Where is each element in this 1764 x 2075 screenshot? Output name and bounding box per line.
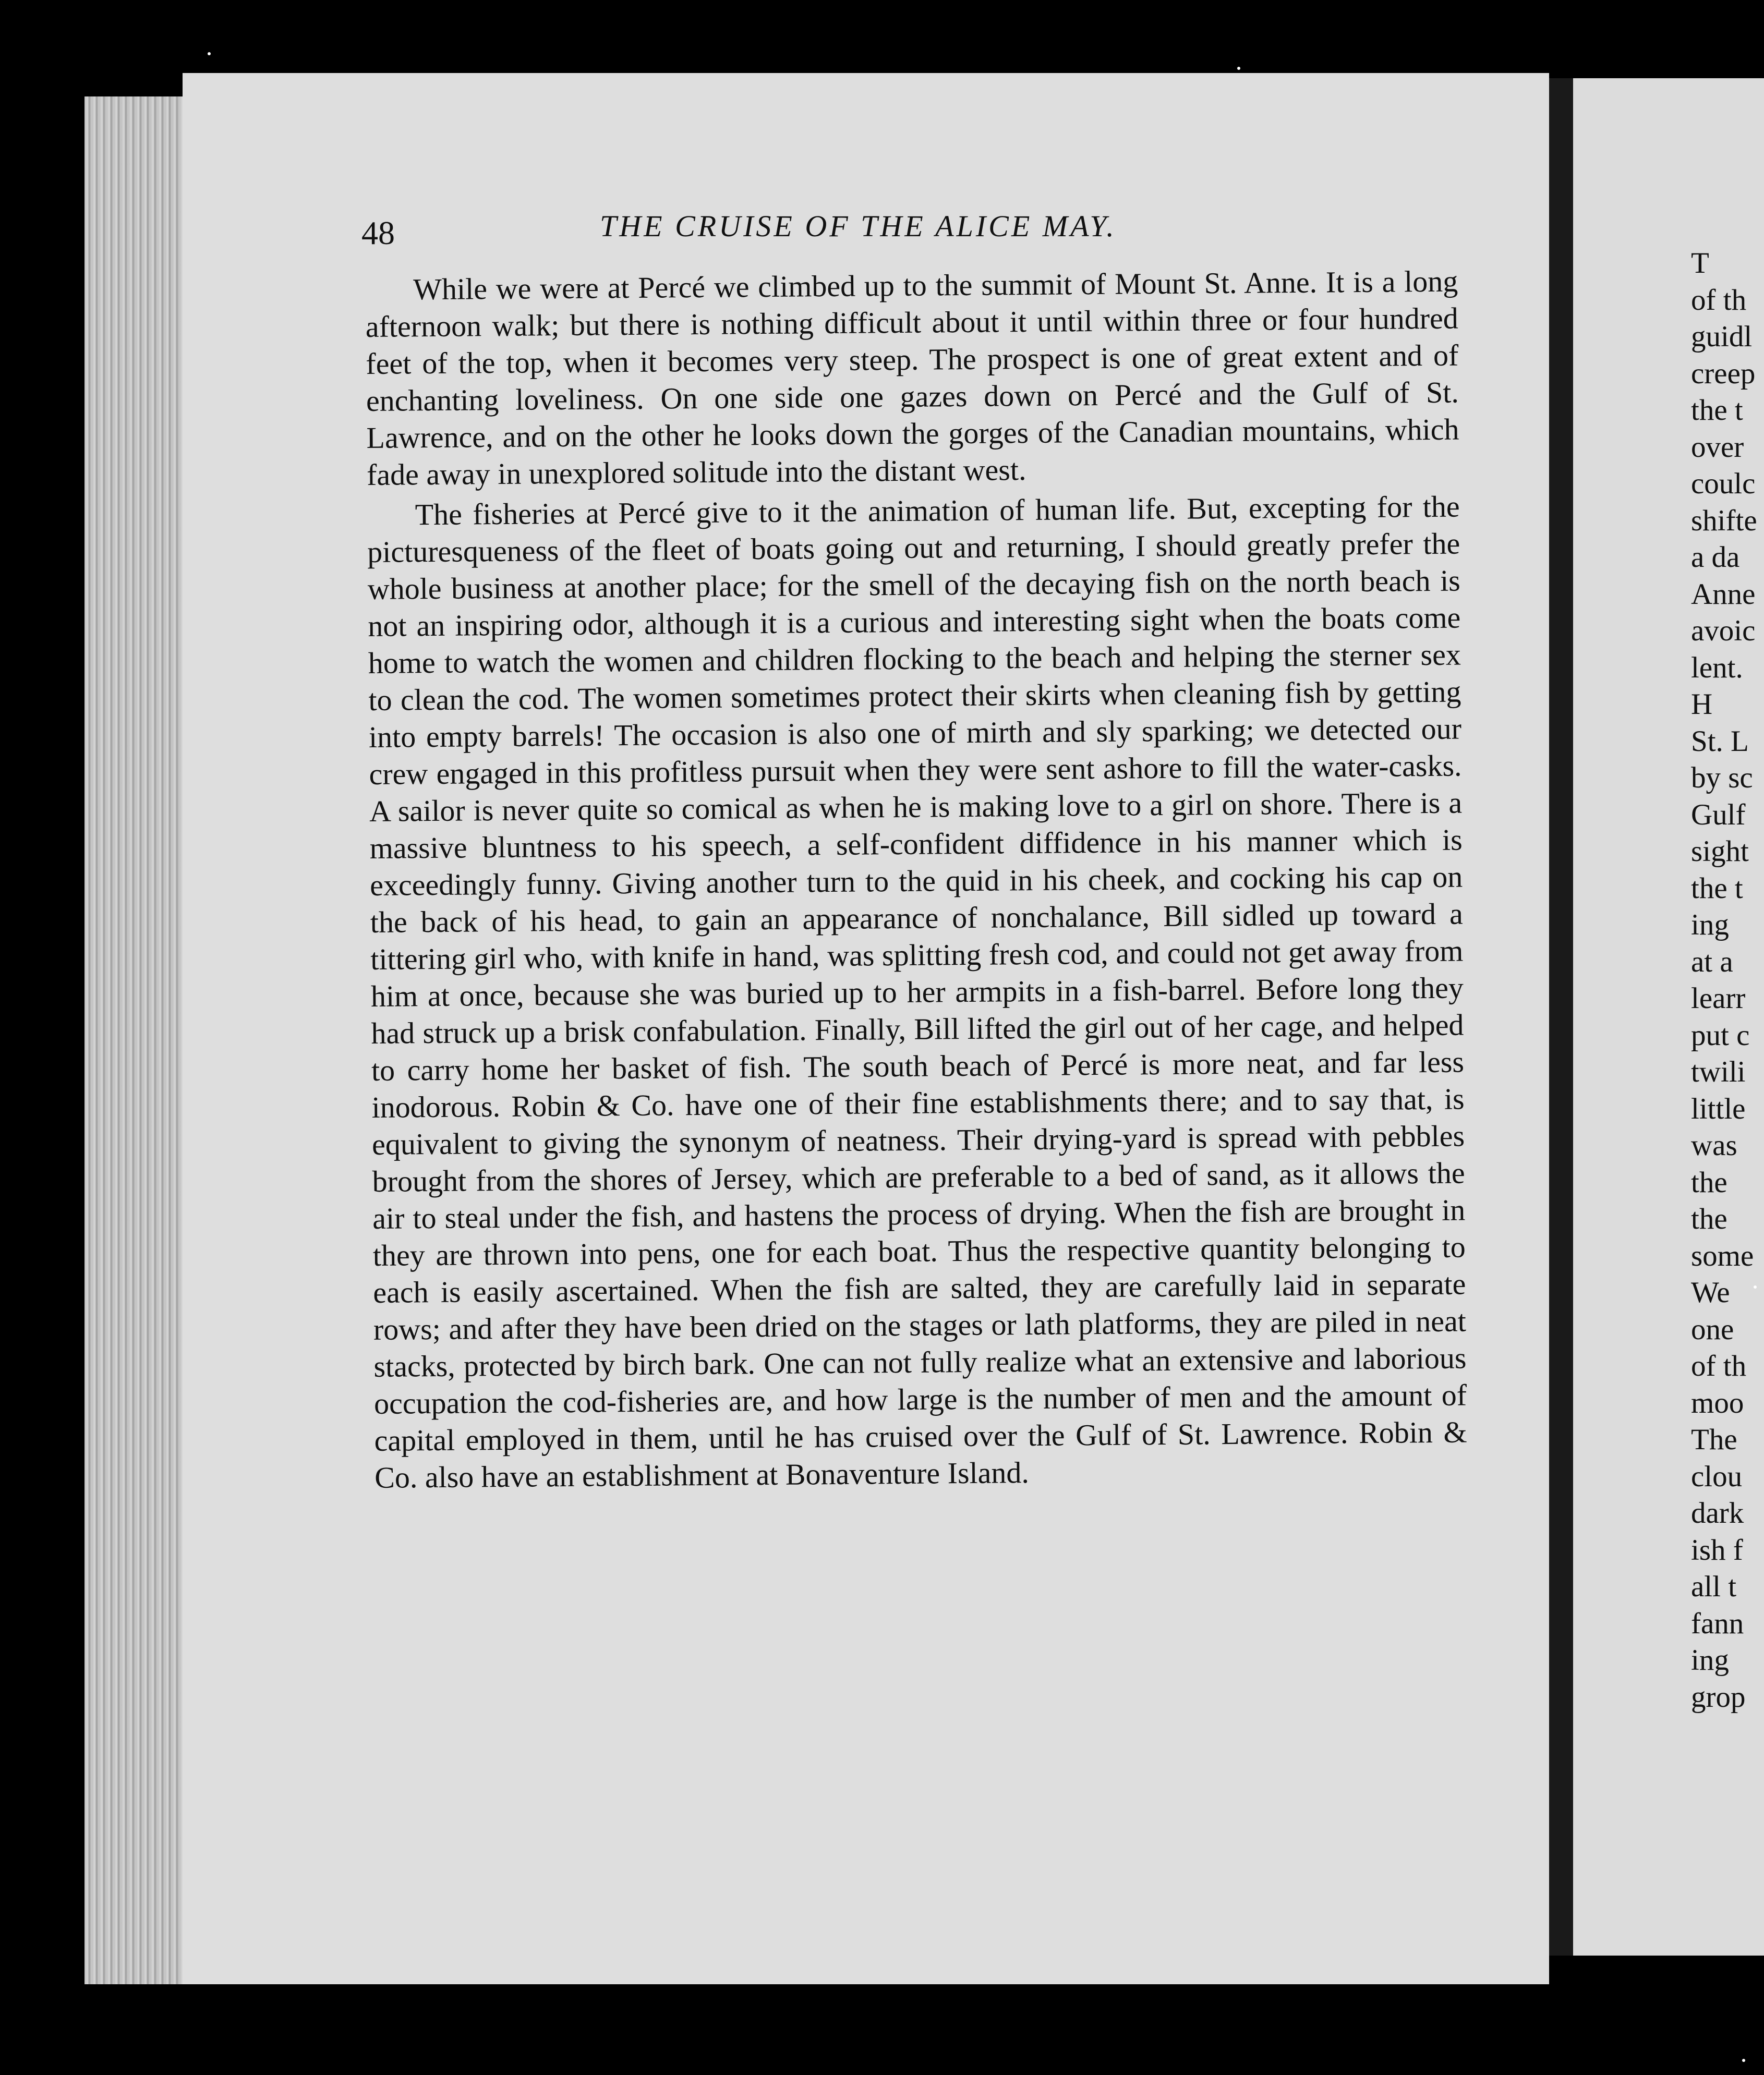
paragraph-2: The fisheries at Percé give to it the animation of human life. But, excepting for the picturesqueness of the fleet of boats going out and returning, I should greatly prefer the whole business at another place; for the smell of the decaying fish on the north beach is not an inspiring odor, although it is a curious and interesting sight when the boats come home to watch the women and children flocking to the beach and helping the sterner sex to clean the cod. The women sometimes protect their skirts when cleaning fish by getting into empty barrels! The occasion is also one of mirth and sly sparking; we detected our crew engaged in this profitless pursuit when they were sent ashore to fill the water-casks. A sailor is never quite so comical as when he is making love to a girl on shore. There is a massive bluntness to his speech, a self-confident diffidence in his manner which is exceedingly funny. Giving another turn to the quid in his cheek, and cocking his cap on the back of his head, to gain an appearance of nonchalance, Bill sidled up toward a tittering girl who, with knife in hand, was splitting fresh cod, and could not get away from him at once, because she was buried up to her armpits in a fish-barrel. Before long they had struck up a brisk confabulation. Finally, Bill lifted the girl out of her cage, and helped to carry home her basket of fish. The south beach of Percé is more neat, and far less inodorous. Robin & Co. have one of their fine establishments there; and to say that, is equivalent to giving the synonym of neatness. Their drying-yard is spread with pebbles brought from the shores of Jersey, which are preferable to a bed of sand, as it allows the air to steal under the fish, and hastens the process of drying. When the fish are brought in they are thrown into pens, one for each boat. Thus the respective quantity belonging to each is easily ascertained. When the fish are salted, they are carefully laid in separate rows; and after they have been dried on the stages or lath platforms, they are piled in neat stacks, protected by birch bark. One can not fully realize what an extensive and laborious occupation the cod-fisheries are, and how large is the number of men and the amount of capital employed in them, until he has cruised over the Gulf of St. Lawrence. Robin & Co. also have an establishment at Bonaventure Island. <box>367 489 1467 1495</box>
facing-page-line: ing <box>1691 908 1729 941</box>
facing-page-line: the t <box>1691 871 1743 905</box>
facing-page-line: all t <box>1691 1570 1737 1603</box>
facing-page-line: by sc <box>1691 761 1753 794</box>
facing-page-line: was <box>1691 1129 1737 1162</box>
facing-page-line: grop <box>1691 1680 1746 1714</box>
facing-page-line: the <box>1691 1203 1727 1235</box>
facing-page-line: T <box>1691 247 1709 280</box>
facing-page-line: Anne <box>1691 577 1756 611</box>
scan-speck <box>1742 2059 1745 2062</box>
body-text <box>365 263 1467 1496</box>
book-gutter <box>1549 78 1573 1956</box>
facing-page-line: the <box>1691 1166 1727 1199</box>
running-head: THE CRUISE OF THE ALICE MAY. <box>600 209 1117 243</box>
facing-page-line: The <box>1691 1423 1737 1456</box>
facing-page-line: a da <box>1691 541 1740 574</box>
facing-page-line: avoic <box>1691 614 1756 647</box>
facing-page-line: ish f <box>1691 1533 1743 1567</box>
facing-page-line: the t <box>1691 394 1743 427</box>
facing-page-line: coulc <box>1691 467 1756 500</box>
facing-page-line: put c <box>1691 1018 1750 1052</box>
facing-page-line: sight <box>1691 835 1749 868</box>
facing-page-line: one <box>1691 1313 1734 1346</box>
facing-page-line: fann <box>1691 1607 1744 1640</box>
facing-page-line: ing <box>1691 1644 1729 1677</box>
page-edges <box>84 96 184 1984</box>
facing-page-line: clou <box>1691 1460 1743 1493</box>
scan-speck <box>208 52 211 55</box>
facing-page-line: We <box>1691 1276 1730 1309</box>
facing-page-line: little <box>1691 1092 1746 1125</box>
facing-page-line: dark <box>1691 1497 1744 1530</box>
facing-page-line: of th <box>1691 283 1747 317</box>
facing-page-line: over <box>1691 430 1744 464</box>
paragraph-1: While we were at Percé we climbed up to the summit of Mount St. Anne. It is a long afternoon walk; but there is nothing difficult about it until within three or four hundred feet of the top, when it becomes very steep. The prospect is one of great extent and of enchanting loveliness. On one side one gazes down on Percé and the Gulf of St. Lawrence, and on the other he looks down the gorges of the Canadian mountains, which fade away in unexplored solitude into the distant west. <box>365 264 1459 492</box>
facing-page-line: twili <box>1691 1055 1746 1088</box>
facing-page-text <box>1691 245 1764 1716</box>
facing-page-line: learr <box>1691 982 1746 1015</box>
facing-page-line: some <box>1691 1239 1754 1272</box>
page-number: 48 <box>361 214 395 251</box>
facing-page-line: H <box>1691 688 1713 721</box>
scan-speck <box>1754 1285 1757 1289</box>
facing-page-line: moo <box>1691 1386 1744 1419</box>
facing-page-line: shifte <box>1691 504 1757 537</box>
scan-speck <box>1237 67 1240 70</box>
facing-page-line: St. L <box>1691 724 1749 758</box>
facing-page-line: at a <box>1691 945 1733 978</box>
facing-page-line: of th <box>1691 1350 1747 1382</box>
facing-page-line: lent. <box>1691 651 1743 684</box>
facing-page-line: creep <box>1691 357 1756 390</box>
facing-page-line: Gulf <box>1691 798 1746 831</box>
facing-page-line: guidl <box>1691 320 1753 353</box>
